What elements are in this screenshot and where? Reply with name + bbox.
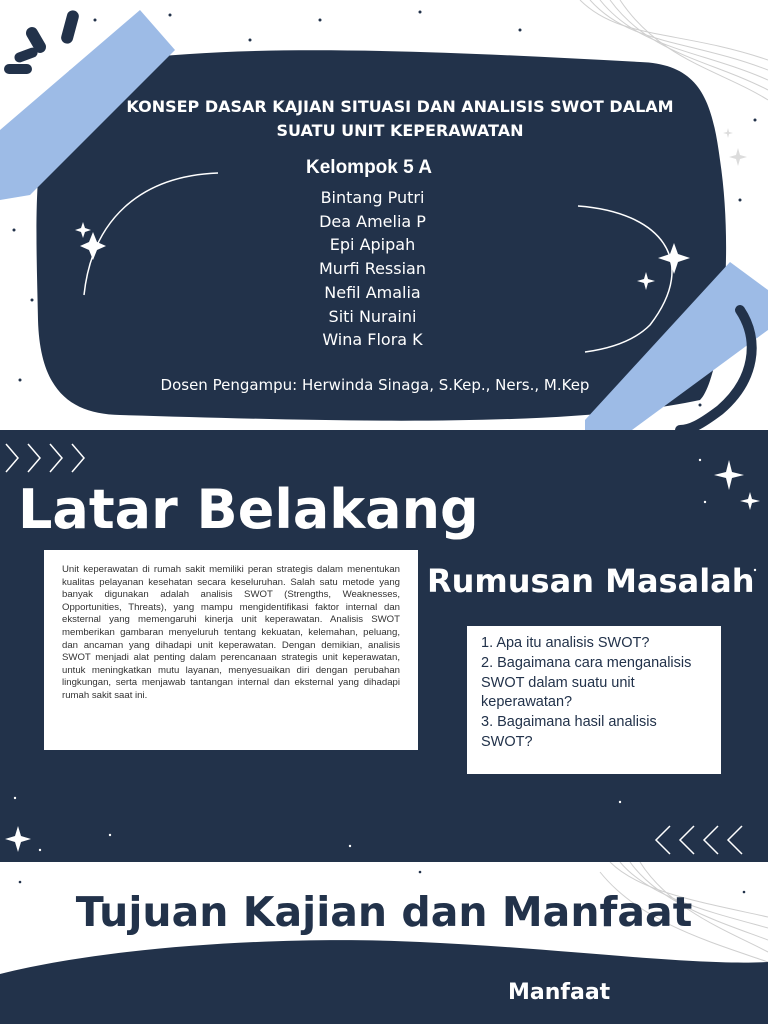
member-name: Dea Amelia P	[319, 211, 426, 231]
member-name: Siti Nuraini	[328, 306, 417, 326]
member-name: Bintang Putri	[320, 188, 425, 207]
sparkle-icon	[5, 826, 31, 852]
sparkle-icon	[723, 128, 733, 138]
lecturer-line: Dosen Pengampu: Herwinda Sinaga, S.Kep., Ners., M.Kep	[160, 376, 590, 394]
tujuan-title: Tujuan Kajian dan Manfaat	[75, 888, 693, 936]
background-text-card	[44, 550, 418, 750]
question-item: 3. Bagaimana hasil analisis SWOT?	[481, 714, 657, 750]
squiggle-decoration	[4, 9, 80, 74]
chevrons-left-decoration	[656, 826, 742, 854]
slide-tujuan	[0, 862, 768, 1024]
chevrons-decoration	[18, 383, 62, 411]
member-list	[270, 186, 475, 352]
member-name: Nefil Amalia	[324, 282, 421, 302]
sparkle-icon	[714, 460, 744, 490]
member-name: Wina Flora K	[322, 330, 423, 350]
slide-background	[0, 430, 768, 862]
rumusan-title: Rumusan Masalah	[427, 562, 755, 600]
member-name: Murfi Ressian	[319, 259, 426, 279]
question-card	[467, 626, 721, 774]
cover-title: KONSEP DASAR KAJIAN SITUASI DAN ANALISIS SWOT DALAM SUATU UNIT KEPERAWATAN	[126, 97, 674, 140]
chevrons-decoration	[6, 444, 84, 472]
section-title: Latar Belakang	[18, 478, 479, 541]
member-name: Epi Apipah	[329, 235, 416, 255]
question-item: 1. Apa itu analisis SWOT?	[481, 635, 650, 651]
background-paragraph: Unit keperawatan di rumah sakit memiliki peran strategis dalam menentukan kualitas pelayanan kesehatan secara keseluruhan. Salah satu metode yang banyak digunakan adalah analisis SWOT (Strengths, Weaknesses, Opportunities, Threats), yang mampu mengidentifikasi faktor internal dan eksternal yang memengaruhi kinerja unit keperawatan. Analisis SWOT memberikan gambaran menyeluruh tentang kekuatan, kelemahan, peluang, dan ancaman yang dihadapi unit keperawatan. Dengan demikian, analisis SWOT menjadi alat penting dalam perencanaan strategis unit keperawatan, untuk meningkatkan mutu layanan, menyesuaikan diri dengan perubahan lingkungan, serta menjawab tantangan internal dan eksternal yang dihadapi rumah sakit saat ini.	[62, 564, 400, 701]
navy-wave	[0, 940, 768, 1024]
slide-cover	[0, 0, 768, 430]
sparkle-icon	[729, 148, 747, 166]
manfaat-label: Manfaat	[508, 980, 611, 1005]
slide3-decoration	[0, 862, 768, 1024]
question-item: 2. Bagaimana cara menganalisis SWOT dalam suatu unit keperawatan?	[481, 654, 692, 711]
group-label: Kelompok 5 A	[306, 157, 432, 178]
sparkle-icon	[740, 492, 760, 510]
